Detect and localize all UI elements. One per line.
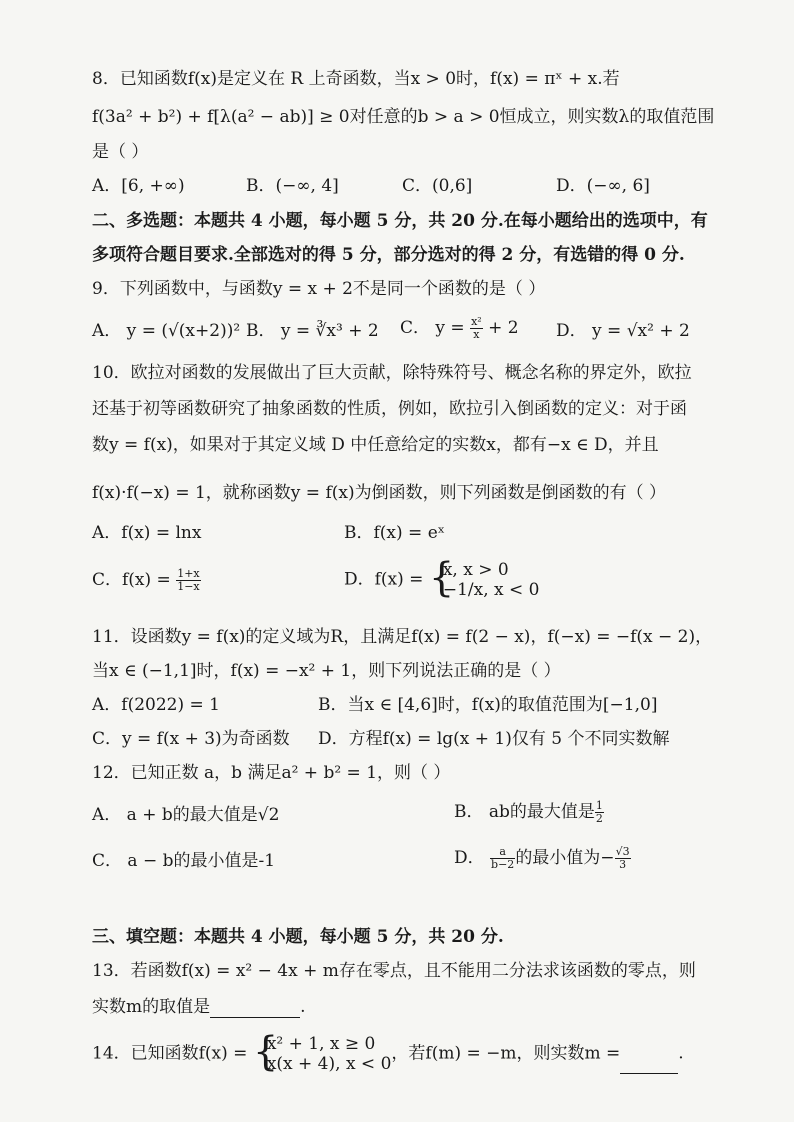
q11-option-b: B．当x ∈ [4,6]时，f(x)的取值范围为[−1,0] — [318, 695, 658, 715]
q12-option-b-numerator: 1 — [595, 799, 603, 812]
q11-line2: 当x ∈ (−1,1]时，f(x) = −x² + 1，则下列说法正确的是（ ） — [92, 661, 561, 681]
q12-stem: 12．已知正数 a，b 满足a² + b² = 1，则（ ） — [92, 763, 451, 783]
section2-heading-line2: 多项符合题目要求.全部选对的得 5 分，部分选对的得 2 分，有选错的得 0 分. — [92, 245, 685, 265]
q12-option-d-fraction1 — [490, 846, 515, 871]
q10-option-d-prefix: D．f(x) = — [344, 569, 429, 590]
q10-option-c-numerator: 1+x — [177, 567, 200, 580]
q14-piecewise — [253, 1034, 392, 1074]
q8-option-b: B．(−∞, 4] — [246, 176, 339, 196]
q12-option-d-denominator1: b−2 — [491, 858, 515, 871]
q10-option-c-fraction — [176, 568, 200, 593]
q13-line2 — [92, 996, 306, 1018]
q9-option-c-numerator: x² — [471, 315, 482, 328]
q14-prefix: 14．已知函数f(x) = — [92, 1043, 253, 1064]
q12-option-b — [454, 800, 604, 825]
q10-option-c-prefix: C．f(x) = — [92, 570, 177, 590]
q12-option-d-prefix: D． — [454, 848, 491, 868]
q12-option-b-prefix: B． ab的最大值是 — [454, 802, 595, 822]
q8-line3: 是（ ） — [92, 142, 149, 162]
q14-answer-blank[interactable] — [620, 1057, 678, 1074]
q10-option-b: B．f(x) = eˣ — [344, 523, 445, 543]
q9-stem: 9．下列函数中，与函数y = x + 2不是同一个函数的是（ ） — [92, 279, 546, 299]
q8-option-d: D．(−∞, 6] — [556, 176, 650, 196]
q12-option-d-numerator2: √3 — [615, 845, 630, 858]
q10-option-d — [344, 560, 539, 600]
q12-option-d-denominator2: 3 — [619, 858, 627, 871]
q9-option-d: D． y = √x² + 2 — [556, 321, 690, 341]
q12-option-d-fraction2 — [615, 846, 631, 871]
q14-end: . — [678, 1043, 684, 1064]
q12-option-d — [454, 846, 631, 871]
q10-line2: 还基于初等函数研究了抽象函数的性质，例如，欧拉引入倒函数的定义：对于函 — [92, 399, 687, 419]
q11-option-d: D．方程f(x) = lg(x + 1)仅有 5 个不同实数解 — [318, 729, 670, 749]
q10-line1: 10．欧拉对函数的发展做出了巨大贡献，除特殊符号、概念名称的界定外，欧拉 — [92, 363, 692, 383]
q12-option-b-denominator: 2 — [595, 812, 603, 825]
q10-option-c — [92, 568, 201, 593]
q13-line2-prefix: 实数m的取值是 — [92, 997, 211, 1017]
q9-option-c — [400, 316, 519, 341]
q12-option-a: A． a + b的最大值是√2 — [92, 805, 280, 825]
section3-heading: 三、填空题：本题共 4 小题，每小题 5 分，共 20 分. — [92, 927, 504, 947]
q10-option-d-case1: { x, x > 0 — [442, 560, 509, 580]
section2-heading-line1: 二、多选题：本题共 4 小题，每小题 5 分，共 20 分.在每小题给出的选项中，有 — [92, 211, 708, 231]
q8-option-a: A．[6, +∞) — [92, 176, 185, 196]
q12-option-c: C． a − b的最小值是-1 — [92, 851, 276, 871]
q12-option-b-fraction — [595, 800, 604, 825]
q9-option-c-fraction — [470, 316, 483, 341]
q13-line2-suffix: . — [300, 997, 306, 1017]
q9-option-c-suffix: + 2 — [482, 318, 519, 338]
q9-option-c-prefix: C． y = — [400, 318, 471, 338]
q14-case1: { x² + 1, x ≥ 0 — [266, 1034, 376, 1054]
q10-option-d-case2: −1/x, x < 0 — [442, 580, 540, 600]
q9-option-c-denominator: x — [473, 328, 480, 341]
q10-option-d-piecewise — [429, 560, 540, 600]
q11-option-c: C．y = f(x + 3)为奇函数 — [92, 729, 290, 749]
q10-line3: 数y = f(x)，如果对于其定义域 D 中任意给定的实数x，都有−x ∈ D，并且 — [92, 435, 659, 455]
q9-option-a: A． y = (√(x+2))² — [92, 321, 241, 341]
q12-option-d-numerator1: a — [490, 846, 515, 859]
q11-option-a: A．f(2022) = 1 — [92, 695, 220, 715]
q8-line2: f(3a² + b²) + f[λ(a² − ab)] ≥ 0对任意的b > a > 0恒成立，则实数λ的取值范围 — [92, 107, 715, 127]
q10-option-a: A．f(x) = lnx — [92, 523, 202, 543]
q12-option-d-middle: 的最小值为− — [515, 848, 615, 868]
q10-option-c-denominator: 1−x — [177, 580, 200, 593]
q13-line1: 13．若函数f(x) = x² − 4x + m存在零点，且不能用二分法求该函数的零点，则 — [92, 961, 696, 981]
q13-answer-blank[interactable] — [210, 1001, 300, 1018]
q10-line4: f(x)·f(−x) = 1，就称函数y = f(x)为倒函数，则下列函数是倒函数的有（ ） — [92, 483, 667, 503]
q14-line — [92, 1034, 684, 1074]
q9-option-b: B． y = ∛x³ + 2 — [246, 321, 379, 341]
q11-line1: 11．设函数y = f(x)的定义域为R，且满足f(x) = f(2 − x)，f(−x) = −f(x − 2)， — [92, 627, 713, 647]
q14-suffix: ，若f(m) = −m，则实数m = — [391, 1043, 621, 1064]
q14-case2: x(x + 4), x < 0 — [266, 1054, 392, 1074]
q8-line1: 8．已知函数f(x)是定义在 R 上奇函数，当x > 0时，f(x) = πˣ + x.若 — [92, 69, 620, 89]
q8-option-c: C．(0,6] — [402, 176, 473, 196]
